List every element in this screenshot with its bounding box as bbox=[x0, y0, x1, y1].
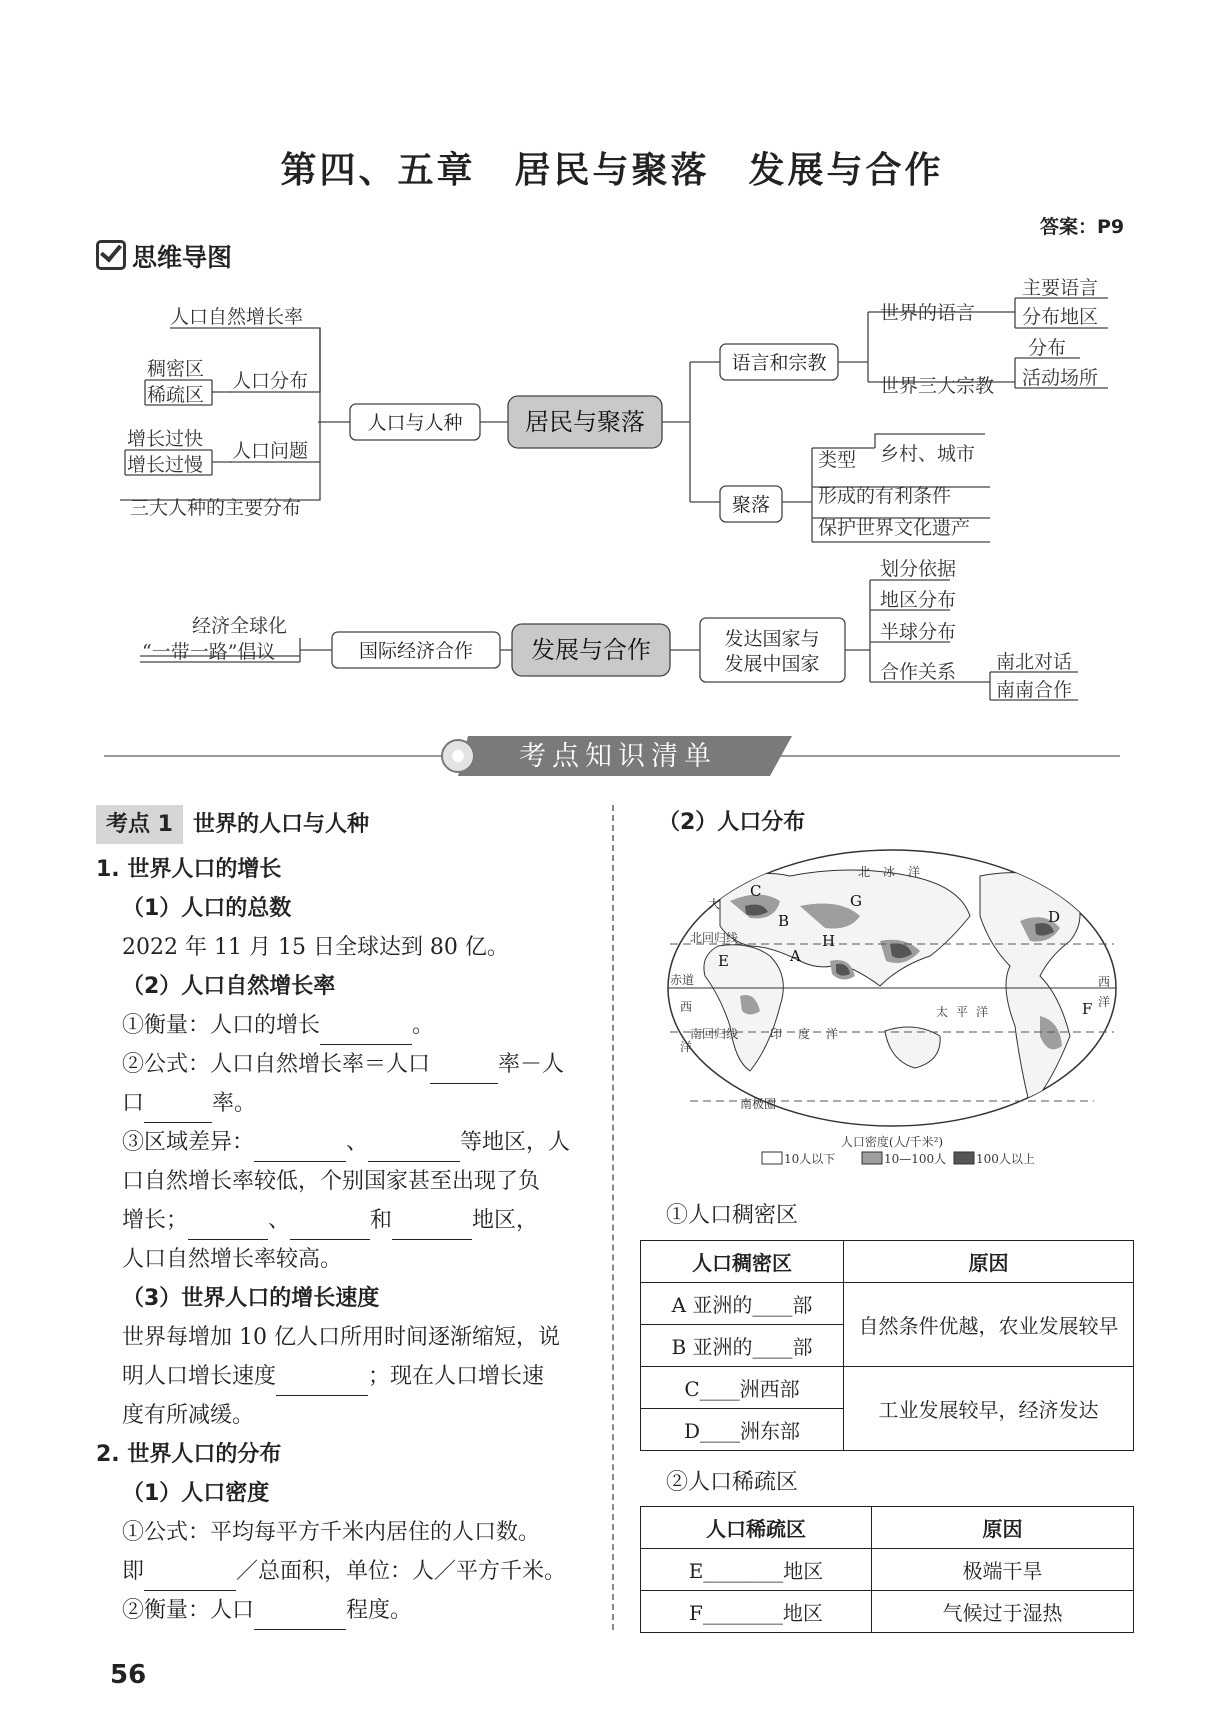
ocean-label: 平 bbox=[956, 1005, 969, 1019]
label-fada-2: 发展中国家 bbox=[724, 653, 820, 675]
text-span: 等地区，人 bbox=[460, 1130, 571, 1155]
text-span: 、 bbox=[268, 1208, 291, 1233]
sparse-label: ②人口稀疏区 bbox=[666, 1470, 799, 1495]
line-label: 南回归线 bbox=[690, 1027, 739, 1041]
label-guoji: 国际经济合作 bbox=[358, 640, 474, 662]
right-heading: （2）人口分布 bbox=[658, 810, 806, 835]
sparse-table bbox=[640, 1506, 1134, 1633]
ocean-label: 西 bbox=[680, 1000, 693, 1014]
center-label-1: 居民与聚落 bbox=[525, 408, 645, 436]
leaf: 经济全球化 bbox=[192, 615, 288, 637]
subsection-heading: （1）人口的总数 bbox=[122, 896, 292, 921]
region-letter: G bbox=[850, 892, 862, 910]
leaf: 分布 bbox=[1028, 337, 1067, 359]
ocean-label: 印 bbox=[770, 1027, 783, 1041]
table-cell: 极端干旱 bbox=[872, 1549, 1134, 1591]
table-cell: 工业发展较早，经济发达 bbox=[844, 1367, 1134, 1451]
subsection-heading: （2）人口自然增长率 bbox=[122, 974, 336, 999]
leaf: 分布地区 bbox=[1022, 306, 1099, 328]
label-renzhong: 人口与人种 bbox=[367, 412, 463, 434]
ocean-label: 冰 bbox=[883, 865, 896, 879]
table-cell: F________地区 bbox=[641, 1591, 872, 1633]
text-line: 口自然增长率较低，个别国家甚至出现了负 bbox=[122, 1169, 541, 1194]
leaf: 半球分布 bbox=[880, 621, 957, 643]
ocean-label: 北 bbox=[858, 865, 871, 879]
line-label: 北回归线 bbox=[690, 931, 739, 945]
subsection-heading: （3）世界人口的增长速度 bbox=[122, 1286, 380, 1311]
text-span: 程度。 bbox=[346, 1598, 413, 1623]
text-line bbox=[96, 1552, 596, 1591]
text-line: 度有所减缓。 bbox=[122, 1403, 255, 1428]
line-label: 南极圈 bbox=[740, 1097, 777, 1111]
label-juluo: 聚落 bbox=[731, 494, 771, 516]
fill-blank[interactable] bbox=[320, 1018, 412, 1045]
leaf: 三大人种的主要分布 bbox=[130, 497, 302, 519]
table-header: 人口稀疏区 bbox=[641, 1507, 872, 1549]
leaf: 保护世界文化遗产 bbox=[818, 517, 971, 539]
dense-label: ①人口稠密区 bbox=[666, 1203, 799, 1228]
fill-blank[interactable] bbox=[188, 1213, 268, 1240]
legend-item: 100人以上 bbox=[976, 1152, 1035, 1166]
table-cell: A 亚洲的____部 bbox=[641, 1283, 844, 1325]
label-fada-1: 发达国家与 bbox=[724, 628, 820, 650]
label-yuyan: 语言和宗教 bbox=[731, 352, 827, 374]
fill-blank[interactable] bbox=[276, 1369, 368, 1396]
text-span: ③区域差异： bbox=[122, 1130, 255, 1155]
text-span: 明人口增长速度 bbox=[122, 1364, 277, 1389]
section-heading: 2. 世界人口的分布 bbox=[96, 1442, 282, 1467]
table-cell: 自然条件优越，农业发展较早 bbox=[844, 1283, 1134, 1367]
region-letter: H bbox=[822, 932, 836, 950]
leaf: 世界三大宗教 bbox=[880, 375, 995, 397]
leaf: 划分依据 bbox=[880, 558, 957, 580]
region-letter: F bbox=[1082, 1000, 1093, 1018]
text-span: 、 bbox=[346, 1130, 369, 1155]
leaf: 类型 bbox=[818, 449, 857, 471]
text-line: 世界每增加 10 亿人口所用时间逐渐缩短，说 bbox=[122, 1325, 560, 1350]
region-letter: E bbox=[718, 952, 729, 970]
table-cell: E________地区 bbox=[641, 1549, 872, 1591]
table-cell: 气候过于湿热 bbox=[872, 1591, 1134, 1633]
leaf: 世界的语言 bbox=[880, 302, 976, 324]
answer-reference: 答案：P9 bbox=[1040, 216, 1125, 238]
leaf: 南南合作 bbox=[996, 679, 1073, 701]
leaf: 主要语言 bbox=[1022, 277, 1099, 299]
center-label-2: 发展与合作 bbox=[531, 636, 651, 664]
text-line bbox=[96, 1357, 596, 1396]
banner-label: 考点知识清单 bbox=[519, 741, 717, 772]
table-header: 原因 bbox=[844, 1241, 1134, 1283]
table-header: 原因 bbox=[872, 1507, 1134, 1549]
text-span: 地区， bbox=[472, 1208, 539, 1233]
ocean-label: 洋 bbox=[908, 865, 921, 879]
text-line bbox=[96, 1591, 596, 1630]
leaf: 增长过快 bbox=[127, 428, 204, 450]
page-title: 第四、五章 居民与聚落 发展与合作 bbox=[280, 150, 944, 191]
region-letter: B bbox=[778, 912, 790, 930]
text-line: 人口自然增长率较高。 bbox=[122, 1247, 343, 1272]
fill-blank[interactable] bbox=[144, 1096, 212, 1123]
text-span: ；现在人口增长速 bbox=[368, 1364, 545, 1389]
mindmap-heading bbox=[96, 238, 232, 274]
leaf: 增长过慢 bbox=[127, 454, 204, 476]
region-letter: C bbox=[750, 882, 762, 900]
checkbox-icon bbox=[96, 240, 126, 270]
text-span: ①衡量：人口的增长 bbox=[122, 1013, 321, 1038]
text-span: 口 bbox=[122, 1091, 145, 1116]
text-line bbox=[96, 1045, 596, 1084]
leaf: 南北对话 bbox=[996, 651, 1073, 673]
ocean-label: 洋 bbox=[680, 1040, 693, 1054]
leaf: 形成的有利条件 bbox=[818, 485, 952, 507]
text-span: 率。 bbox=[212, 1091, 257, 1116]
text-line bbox=[96, 1201, 596, 1240]
text-span: 。 bbox=[412, 1013, 435, 1038]
leaf: 乡村、城市 bbox=[880, 443, 976, 465]
legend-item: 10人以下 bbox=[784, 1152, 836, 1166]
section-banner bbox=[0, 736, 1224, 776]
fill-blank[interactable] bbox=[430, 1057, 498, 1084]
text-span: 增长； bbox=[122, 1208, 189, 1233]
text-line bbox=[96, 1123, 596, 1162]
region-letter: D bbox=[1048, 908, 1061, 926]
left-column bbox=[96, 805, 596, 1630]
kaodian-tag: 考点 1 bbox=[96, 805, 183, 844]
region-letter: A bbox=[790, 947, 801, 965]
fill-blank[interactable] bbox=[368, 1135, 460, 1162]
text-span: ／总面积，单位：人／平方千米。 bbox=[236, 1559, 567, 1584]
fill-blank[interactable] bbox=[290, 1213, 370, 1240]
leaf: “一带一路”倡议 bbox=[142, 641, 276, 663]
line-label: 赤道 bbox=[670, 973, 695, 987]
subsection-heading: （1）人口密度 bbox=[122, 1481, 270, 1506]
table-cell: C____洲西部 bbox=[641, 1367, 844, 1409]
fill-blank[interactable] bbox=[254, 1603, 346, 1630]
world-population-map bbox=[650, 846, 1130, 1186]
leaf: 地区分布 bbox=[880, 589, 957, 611]
leaf: 合作关系 bbox=[880, 661, 957, 683]
text-span: 和 bbox=[370, 1208, 393, 1233]
ocean-label: 度 bbox=[798, 1027, 811, 1041]
text-line: ①公式：平均每平方千米内居住的人口数。 bbox=[122, 1520, 541, 1545]
ocean-label: 西 bbox=[1098, 975, 1111, 989]
ocean-label: 洋 bbox=[826, 1027, 839, 1041]
section-heading: 1. 世界人口的增长 bbox=[96, 857, 282, 882]
leaf: 稠密区 bbox=[147, 358, 205, 380]
legend-title: 人口密度(人/千米²) bbox=[840, 1135, 944, 1149]
text-span: 即 bbox=[122, 1559, 145, 1584]
leaf: 人口分布 bbox=[232, 370, 309, 392]
fill-blank[interactable] bbox=[392, 1213, 472, 1240]
text-span: ②公式：人口自然增长率＝人口 bbox=[122, 1052, 431, 1077]
kaodian-title: 世界的人口与人种 bbox=[192, 812, 369, 837]
text-line bbox=[96, 1084, 596, 1123]
leaf: 稀疏区 bbox=[147, 384, 205, 406]
text-line: 2022 年 11 月 15 日全球达到 80 亿。 bbox=[122, 935, 509, 960]
leaf: 人口问题 bbox=[232, 440, 309, 462]
mind-map bbox=[0, 270, 1224, 710]
column-divider bbox=[612, 805, 614, 1630]
table-header: 人口稠密区 bbox=[641, 1241, 844, 1283]
text-line bbox=[96, 1006, 596, 1045]
leaf: 人口自然增长率 bbox=[170, 306, 304, 328]
page-number: 56 bbox=[110, 1660, 147, 1690]
mindmap-heading-label: 思维导图 bbox=[132, 243, 233, 272]
fill-blank[interactable] bbox=[254, 1135, 346, 1162]
text-span: 率－人 bbox=[498, 1052, 565, 1077]
ocean-label: 洋 bbox=[976, 1005, 989, 1019]
fill-blank[interactable] bbox=[144, 1564, 236, 1591]
text-span: ②衡量：人口 bbox=[122, 1598, 255, 1623]
ocean-label: 大 bbox=[708, 897, 721, 911]
legend-item: 10—100人 bbox=[884, 1152, 947, 1166]
ocean-label: 太 bbox=[936, 1005, 949, 1019]
ocean-label: 洋 bbox=[1098, 995, 1111, 1009]
dense-table bbox=[640, 1240, 1134, 1451]
leaf: 活动场所 bbox=[1022, 367, 1099, 389]
table-cell: B 亚洲的____部 bbox=[641, 1325, 844, 1367]
table-cell: D____洲东部 bbox=[641, 1409, 844, 1451]
